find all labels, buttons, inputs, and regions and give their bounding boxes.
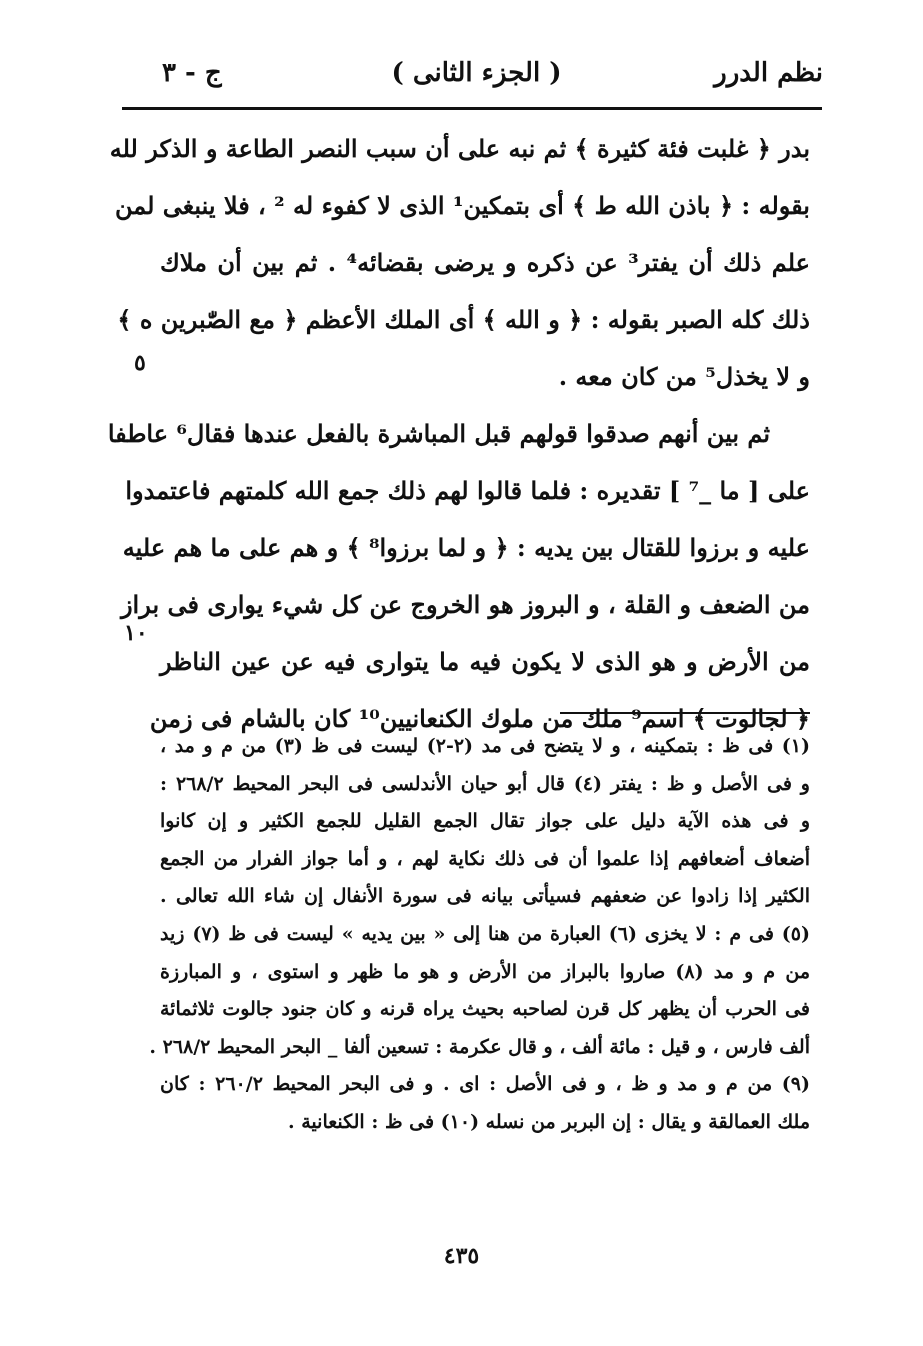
footnote-line: أضعاف أضعافهم إذا علموا أن فى ذلك نكاية لهم ، و أما جواز الفرار من الجمع [160, 847, 810, 870]
footnote-line: فى الحرب أن يظهر كل قرن لصاحبه بحيث يراه قرنه و كان جنود جالوت ثلاثمائة [160, 998, 810, 1021]
footnote-line: (٩) من م و مد و ظ ، و فى الأصل : اى . و فى البحر المحيط ٢٦٠/٢ : كان [160, 1073, 810, 1096]
page-number: ٤٣٥ [443, 1243, 480, 1269]
line-number-10: ١٠ [124, 620, 148, 646]
line-number-5: ٥ [134, 350, 146, 376]
text-line: من الأرض و هو الذى لا يكون فيه ما يتوارى فيه عن عين الناظر [160, 647, 810, 676]
text-line: ﴿ لجالوت ﴾ اسم⁹ ملك من ملوك الكنعانيين¹⁰ كان بالشام فى زمن [149, 704, 810, 733]
text-line: على [ ما _⁷ ] تقديره : فلما قالوا لهم ذلك جمع الله كلمتهم فاعتمدوا [125, 476, 810, 505]
footnote-line: و فى الأصل و ظ : يفتر (٤) قال أبو حيان الأندلسى فى البحر المحيط ٢٦٨/٢ : [160, 772, 810, 795]
text-line: بقوله : ﴿ باذن الله ط ﴾ أى بتمكين¹ الذى لا كفوء له ² ، فلا ينبغى لمن [114, 191, 810, 220]
header-volume-title: ( الجزء الثانى ) [391, 58, 562, 88]
header-volume-number: ج - ٣ [162, 58, 222, 88]
footnote-line: من م و مد (٨) صاروا بالبراز من الأرض و هو ما ظهر و استوى ، و المبارزة [160, 960, 810, 983]
footnote-line: (٥) فى م : لا يخزى (٦) العبارة من هنا إلى « بين يديه » ليست فى ظ (٧) زيد [160, 922, 811, 945]
text-line: من الضعف و القلة ، و البروز هو الخروج عن كل شيء يوارى فى براز [120, 590, 810, 619]
footnote-line: ملك العمالقة و يقال : إن البربر من نسله (١٠) فى ظ : الكنعانية . [288, 1110, 810, 1133]
running-header [130, 58, 823, 98]
footnote-line: الكثير إذا زادوا عن ضعفهم فسيأتى بيانه فى سورة الأنفال إن شاء الله تعالى . [160, 885, 810, 908]
text-line: علم ذلك أن يفتر³ عن ذكره و يرضى بقضائه⁴ . ثم بين أن ملاك [160, 248, 810, 277]
text-line: بدر ﴿ غلبت فئة كثيرة ﴾ ثم نبه على أن سبب النصر الطاعة و الذكر لله [109, 134, 810, 163]
text-line: و لا يخذل⁵ من كان معه . [558, 362, 810, 391]
footnote-line: و فى هذه الآية دليل على جواز تقال الجمع القليل للجمع الكثير و إن كانوا [160, 810, 810, 833]
footnote-rule [560, 712, 810, 714]
text-line: ثم بين أنهم صدقوا قولهم قبل المباشرة بالفعل عندها فقال⁶ عاطفا [107, 419, 770, 448]
header-book-title: نظم الدرر [714, 58, 823, 88]
header-rule [122, 107, 822, 110]
footnotes [149, 728, 811, 1142]
text-line: عليه و برزوا للقتال بين يديه : ﴿ و لما برزوا⁸ ﴾ و هم على ما هم عليه [122, 533, 810, 562]
footnote-line: ألف فارس ، و قيل : مائة ألف ، و قال عكرمة : تسعين ألفا _ البحر المحيط ٢٦٨/٢ . [149, 1035, 810, 1058]
footnote-line: (١) فى ظ : بتمكينه ، و لا يتضح فى مد (٢-٢) ليست فى ظ (٣) من م و مد ، [160, 735, 811, 757]
text-line: ذلك كله الصبر بقوله : ﴿ و الله ﴾ أى الملك الأعظم ﴿ مع الصّٰبرين ه ﴾ [117, 305, 810, 334]
